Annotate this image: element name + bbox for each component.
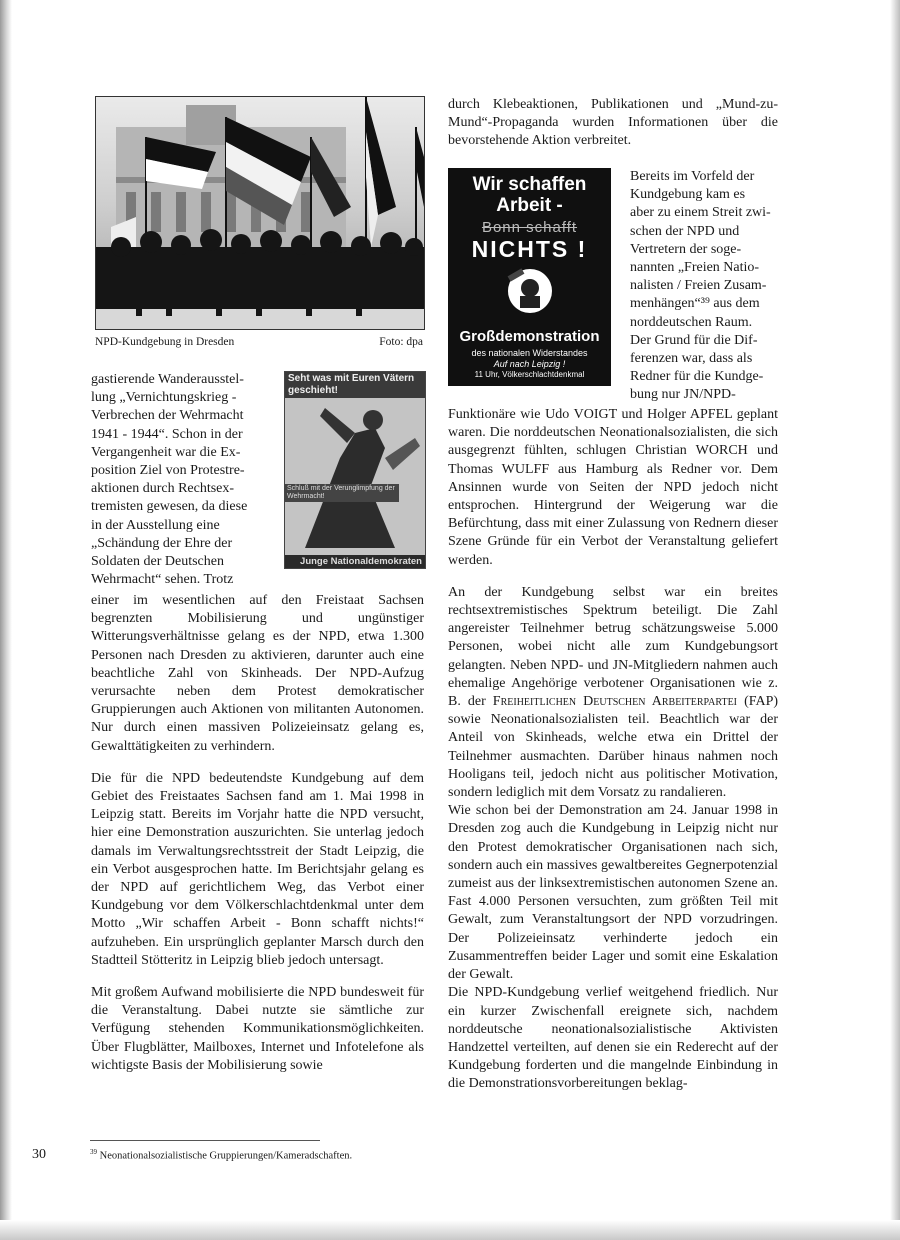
text-line: Bereits im Vorfeld der [630, 169, 755, 184]
flyer-middle-text: Schluß mit der Verunglimpfung der Wehrmacht! [285, 484, 399, 502]
right-top-paragraph [448, 96, 778, 151]
poster-headline: Wir schaffen Arbeit - [472, 174, 587, 216]
text-line: 1941 - 1944“. Schon in der [91, 426, 243, 442]
footnote-rule [90, 1140, 320, 1141]
poster-slogan: Auf nach Leipzig ! [493, 359, 566, 369]
text-line: position Ziel von Protestre- [91, 463, 245, 479]
right-paragraph [448, 584, 778, 802]
flyer-image [284, 371, 426, 569]
right-paragraph: Wie schon bei der Demonstration am 24. Januar 1998 in Dresden zog auch die Kundgebung in Leipzig nicht nur den Protest demokratischer Organisationen nach sich, sondern auch ein massives gewaltbereites Gegnerpotenzial zumeist aus der linksextremistischen autonomen Szene an. Fast 4.000 Personen versuchten, zum größten Teil mit Gewalt, zum Veranstaltungsort der NPD vorzudringen. Der Polizeieinsatz verhinderte jedoch ein Zusammentreffen beider Lager und somit eine Eskalation der Gewalt. [448, 803, 778, 983]
text-run: (FAP) sowie Neonationalsozialisten teil. Beachtlich war der Anteil von Skinheads, welche etwa ein Drittel der Teilnehmer ausmachten. Darüber hinaus nahmen noch Hooligans teil, jedoch nicht aus politischer Motivation, sondern lediglich mit dem Vorsatz zu randalieren. [448, 694, 779, 801]
text-run: An der Kundgebung selbst war ein breites rechtsextremistisches Spektrum beteiligt. Die Zahl angereister Teilnehmer betrug schätzungsweise 5.000 Personen, wobei nicht alle zum Kundgebungsort gelangten. Neben NPD- und JN-Mitgliedern nahmen auch ehemalige Angehörige verbotener Organisationen wie z. B. der [448, 584, 778, 710]
text-line: Soldaten der Deutschen [91, 554, 224, 570]
text-line: menhängen“³⁹ aus dem [630, 296, 760, 312]
right-wrap-text [630, 168, 776, 405]
footnote [90, 1148, 352, 1162]
poster-subtitle: des nationalen Widerstandes [471, 348, 588, 358]
left-wrap-text [91, 371, 269, 589]
right-column [448, 406, 778, 1094]
flyer-bottom-text: Junge Nationaldemokraten [285, 555, 425, 568]
text-line: norddeutschen Raum. [630, 314, 753, 330]
text-line: Der Grund für die Dif- [630, 332, 758, 348]
poster-emblem-icon [500, 266, 560, 316]
text-line: bung nur JN/NPD- [630, 387, 736, 403]
photo-scene [96, 97, 424, 329]
footnote-text: Neonationalsozialistische Gruppierungen/Kameradschaften. [99, 1150, 353, 1162]
text-line: aktionen durch Rechtsex- [91, 481, 235, 497]
left-paragraph: einer im wesentlichen auf den Freistaat Sachsen begrenzten Mobilisierung und ungünstiger Witterungsverhältnisse gelang es der NPD, etwa 1.300 Personen nach Dresden zu aktivieren, darunter auch eine beachtliche Zahl von Skinheads. Der NPD-Aufzug verursachte neben dem Protest demokratischer Gruppierungen auch Aktionen von militanten Autonomen. Nur durch einen massiven Polizeieinsatz gelang es, Gewalttätigkeiten zu verhindern. [91, 593, 424, 754]
right-paragraph: Die NPD-Kundgebung verlief weitgehend friedlich. Nur ein kurzer Zwischenfall ereignete sich, nachdem norddeutsche neonationalsozialistische Aktivisten Handzettel verteilten, auf denen sie ein Rederecht auf der Kundgebung forderten und die mangelnde Einbindung in die Demonstrationsvorbereitungen beklag- [448, 985, 778, 1092]
right-paragraph: Funktionäre wie Udo VOIGT und Holger APFEL geplant waren. Die norddeutschen Neonationalsozialisten, die sich ausgegrenzt fühlten, schlugen Christian WORCH und Thomas WULFF aus Hamburg als Redner vor. Dem Ansinnen wurde von Seiten der NPD jedoch nicht entsprochen. Hintergrund der Weigerung war die Befürchtung, dass mit einer Zulassung von Rednern dieser Szene Gründe für ein Verbot der Veranstaltung geliefert werden. [448, 407, 778, 568]
text-line: Wehrmacht“ sehen. Trotz [91, 572, 234, 588]
poster-time-place: 11 Uhr, Völkerschlachtdenkmal [474, 370, 585, 379]
caption-text: NPD-Kundgebung in Dresden [95, 336, 235, 348]
text-line: Vergangenheit war die Ex- [91, 444, 241, 460]
footnote-marker: 39 [90, 1148, 97, 1156]
text-line: Kundgebung kam es [630, 187, 746, 203]
flyer-top-text: Seht was mit Euren Vätern geschieht! [285, 372, 425, 398]
demonstration-photo [95, 96, 425, 330]
text-line: nalisten / Freien Zusam- [630, 278, 767, 294]
demonstration-poster [448, 168, 611, 386]
text-line: schen der NPD und [630, 223, 740, 239]
left-column [91, 592, 424, 1075]
text-line: gastierende Wanderausstel- [91, 372, 244, 387]
text-line: lung „Vernichtungskrieg - [91, 390, 237, 406]
text-line: tremisten gewesen, da diese [91, 499, 248, 515]
scan-edge-bottom [0, 1220, 900, 1240]
page-number: 30 [32, 1147, 46, 1162]
text-line: Verbrechen der Wehrmacht [91, 408, 244, 424]
scan-edge-right [890, 0, 900, 1240]
photo-credit: Foto: dpa [379, 336, 423, 348]
text-line: aber zu einem Streit zwi- [630, 205, 771, 221]
text-line: nannten „Freien Natio- [630, 260, 760, 276]
flyer-illustration [285, 398, 425, 558]
organization-name: Freiheitlichen Deutschen Arbeiterpartei [492, 694, 738, 710]
poster-big-word: NICHTS ! [471, 236, 588, 262]
scan-edge-left [0, 0, 12, 1240]
text-line: ferenzen war, dass als [630, 351, 753, 367]
left-paragraph: Die für die NPD bedeutendste Kundgebung auf dem Gebiet des Freistaates Sachsen fand am 1. Mai 1998 in Leipzig statt. Bereits im Vorjahr hatte die NPD versucht, hier eine Demonstration auszurichten. Sie unterlag jedoch damals im Verwaltungsrechtsstreit der Stadt Leipzig, die ein Verbot ausgesprochen hatte. Im Berichtsjahr gelang es der NPD auf gerichtlichem Weg, das Verbot einer Kundgebung vor dem Völkerschlachtdenkmal unter dem Motto „Wir schaffen Arbeit - Bonn schafft nichts!“ aufzuheben. Ein ursprünglich geplanter Marsch durch den Stadtteil Stötteritz in Leipzig blieb jedoch untersagt. [91, 770, 424, 968]
left-paragraph: Mit großem Aufwand mobilisierte die NPD bundesweit für die Veranstaltung. Dabei nutzte sie sämtliche zur Verfügung stehenden Kommunikationsmöglichkeiten. Über Flugblätter, Mailboxes, Internet und Infotelefone als wichtigste Basis der Mobilisierung sowie [91, 985, 424, 1073]
poster-demo-title: Großdemonstration [459, 328, 600, 345]
poster-strike-line: Bonn schafft [481, 219, 578, 236]
text-line: in der Ausstellung eine [91, 517, 220, 533]
text-line: „Schändung der Ehre der [91, 535, 233, 551]
right-paragraph: durch Klebeaktionen, Publikationen und „Mund-zu-Mund“-Propaganda wurden Informationen über die bevorstehende Aktion verbreitet. [448, 97, 778, 149]
text-line: Redner für die Kundge- [630, 369, 764, 385]
text-line: Vertretern der soge- [630, 241, 742, 257]
